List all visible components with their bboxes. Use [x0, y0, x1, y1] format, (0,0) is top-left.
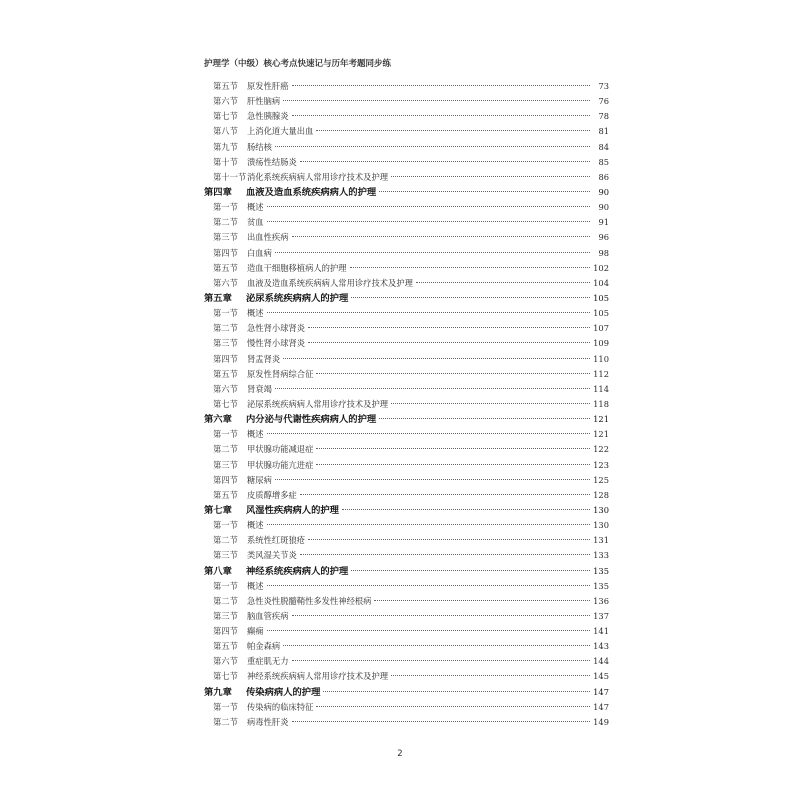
toc-entry-title: 肠结核: [247, 141, 272, 152]
toc-entry-number: 第七节: [213, 671, 238, 682]
dot-leader: [379, 191, 590, 192]
toc-entry-number: 第五章: [204, 292, 232, 304]
dot-leader: [267, 433, 590, 434]
toc-entry-number: 第六节: [213, 277, 238, 288]
toc-section-row: [204, 594, 609, 609]
toc-entry-page: 128: [593, 489, 609, 500]
toc-entry-page: 112: [593, 368, 609, 379]
toc-entry-title: 血液及造血系统疾病病人常用诊疗技术及护理: [247, 277, 413, 288]
toc-entry-number: 第五节: [213, 81, 238, 91]
toc-section-row: [204, 458, 609, 473]
dot-leader: [391, 403, 590, 404]
toc-chapter-row: [204, 685, 609, 700]
toc-entry-number: 第八章: [204, 565, 232, 577]
toc-entry-number: 第七节: [213, 111, 238, 122]
toc-entry-number: 第三节: [213, 232, 238, 243]
toc-entry-page: 96: [598, 232, 609, 243]
toc-section-row: [204, 518, 609, 533]
dot-leader: [292, 236, 591, 237]
toc-entry-title: 甲状腺功能减退症: [247, 444, 314, 455]
toc-entry-number: 第四节: [213, 247, 238, 258]
toc-entry-page: 73: [598, 81, 609, 91]
toc-chapter-row: [204, 503, 609, 518]
toc-entry-number: 第四节: [213, 353, 238, 364]
toc-entry-number: 第五节: [213, 641, 238, 652]
toc-entry-page: 141: [593, 626, 609, 637]
toc-entry-title: 传染病的临床特征: [247, 701, 314, 712]
toc-entry-number: 第十一节: [213, 171, 247, 182]
toc-entry-title: 出血性疾病: [247, 232, 289, 243]
dot-leader: [300, 554, 590, 555]
toc-entry-page: 102: [593, 262, 609, 273]
toc-entry-page: 147: [593, 686, 609, 697]
dot-leader: [391, 176, 590, 177]
toc-entry-page: 135: [593, 565, 609, 576]
toc-section-row: [204, 155, 609, 170]
toc-entry-page: 130: [593, 520, 609, 531]
toc-entry-number: 第十节: [213, 156, 238, 167]
dot-leader: [391, 675, 590, 676]
toc-entry-number: 第一节: [213, 202, 238, 213]
dot-leader: [316, 130, 590, 131]
dot-leader: [316, 448, 590, 449]
dot-leader: [292, 721, 591, 722]
toc-entry-page: 78: [598, 111, 609, 122]
toc-entry-title: 上消化道大量出血: [247, 126, 314, 137]
toc-entry-title: 急性炎性脱髓鞘性多发性神经根病: [247, 595, 372, 606]
toc-entry-title: 脑血管疾病: [247, 610, 289, 621]
toc-section-row: [204, 109, 609, 124]
toc-entry-number: 第二节: [213, 323, 238, 334]
toc-entry-number: 第六节: [213, 656, 238, 667]
dot-leader: [267, 312, 590, 313]
toc-entry-number: 第九章: [204, 686, 232, 698]
toc-entry-number: 第二节: [213, 217, 238, 228]
dot-leader: [292, 660, 591, 661]
toc-entry-number: 第四节: [213, 626, 238, 637]
toc-entry-page: 118: [593, 398, 609, 409]
toc-entry-title: 风湿性疾病病人的护理: [246, 504, 339, 516]
toc-entry-number: 第五节: [213, 262, 238, 273]
dot-leader: [316, 464, 590, 465]
toc-entry-title: 传染病病人的护理: [246, 686, 321, 698]
toc-chapter-row: [204, 291, 609, 306]
toc-entry-page: 131: [593, 535, 609, 546]
toc-section-row: [204, 548, 609, 563]
toc-entry-page: 130: [593, 504, 609, 515]
toc-section-row: [204, 442, 609, 457]
toc-entry-title: 泌尿系统疾病病人的护理: [246, 292, 349, 304]
toc-section-row: [204, 700, 609, 715]
dot-leader: [267, 585, 590, 586]
toc-chapter-row: [204, 185, 609, 200]
toc-entry-title: 慢性肾小球肾炎: [247, 338, 306, 349]
toc-section-row: [204, 397, 609, 412]
toc-entry-page: 105: [593, 292, 609, 303]
toc-entry-page: 137: [593, 610, 609, 621]
toc-entry-number: 第四章: [204, 186, 232, 198]
toc-entry-title: 病毒性肝炎: [247, 716, 289, 727]
toc-section-row: [204, 382, 609, 397]
toc-entry-page: 104: [593, 277, 609, 288]
toc-entry-number: 第八节: [213, 126, 238, 137]
toc-entry-title: 概述: [247, 520, 264, 531]
dot-leader: [342, 509, 590, 510]
toc-entry-page: 144: [593, 656, 609, 667]
toc-entry-page: 90: [598, 202, 609, 213]
toc-entry-title: 肾衰竭: [247, 383, 272, 394]
toc-entry-number: 第三节: [213, 610, 238, 621]
toc-section-row: [204, 124, 609, 139]
toc-section-row: [204, 79, 609, 94]
toc-section-row: [204, 246, 609, 261]
toc-entry-title: 甲状腺功能亢进症: [247, 459, 314, 470]
toc-entry-page: 147: [593, 701, 609, 712]
toc-entry-title: 造血干细胞移植病人的护理: [247, 262, 347, 273]
toc-section-row: [204, 215, 609, 230]
toc-entry-number: 第七节: [213, 398, 238, 409]
toc-chapter-row: [204, 564, 609, 579]
toc-section-row: [204, 352, 609, 367]
dot-leader: [374, 600, 590, 601]
toc-section-row: [204, 669, 609, 684]
toc-section-row: [204, 94, 609, 109]
toc-entry-title: 概述: [247, 308, 264, 319]
dot-leader: [350, 267, 590, 268]
toc-entry-title: 肝性脑病: [247, 96, 281, 107]
dot-leader: [416, 282, 590, 283]
dot-leader: [292, 85, 591, 86]
toc-entry-page: 107: [593, 323, 609, 334]
table-of-contents: [204, 79, 609, 730]
dot-leader: [292, 115, 591, 116]
toc-entry-number: 第六节: [213, 383, 238, 394]
dot-leader: [283, 100, 590, 101]
toc-entry-title: 癫痫: [247, 626, 264, 637]
dot-leader: [308, 342, 590, 343]
toc-entry-page: 123: [593, 459, 609, 470]
toc-entry-title: 溃疡性结肠炎: [247, 156, 297, 167]
toc-entry-title: 贫血: [247, 217, 264, 228]
toc-entry-title: 内分泌与代谢性疾病病人的护理: [246, 414, 377, 426]
dot-leader: [267, 630, 590, 631]
toc-entry-title: 重症肌无力: [247, 656, 289, 667]
toc-section-row: [204, 321, 609, 336]
toc-entry-page: 145: [593, 671, 609, 682]
toc-entry-title: 神经系统疾病病人常用诊疗技术及护理: [247, 671, 389, 682]
toc-entry-title: 帕金森病: [247, 641, 281, 652]
toc-section-row: [204, 473, 609, 488]
toc-entry-page: 105: [593, 308, 609, 319]
toc-entry-number: 第九节: [213, 141, 238, 152]
toc-entry-page: 143: [593, 641, 609, 652]
toc-entry-title: 肾盂肾炎: [247, 353, 281, 364]
toc-section-row: [204, 367, 609, 382]
dot-leader: [267, 524, 590, 525]
toc-section-row: [204, 533, 609, 548]
toc-section-row: [204, 488, 609, 503]
toc-section-row: [204, 639, 609, 654]
toc-entry-page: 90: [598, 186, 609, 197]
toc-entry-title: 概述: [247, 429, 264, 440]
dot-leader: [300, 494, 590, 495]
toc-entry-title: 神经系统疾病病人的护理: [246, 565, 349, 577]
toc-entry-title: 类风湿关节炎: [247, 550, 297, 561]
toc-entry-number: 第七章: [204, 504, 232, 516]
toc-entry-number: 第一节: [213, 429, 238, 440]
toc-entry-title: 血液及造血系统疾病病人的护理: [246, 186, 377, 198]
toc-section-row: [204, 624, 609, 639]
toc-section-row: [204, 230, 609, 245]
dot-leader: [283, 645, 590, 646]
toc-entry-page: 114: [593, 383, 609, 394]
toc-entry-page: 84: [598, 141, 609, 152]
toc-entry-page: 91: [598, 217, 609, 228]
toc-entry-page: 110: [593, 353, 609, 364]
toc-section-row: [204, 579, 609, 594]
dot-leader: [351, 570, 590, 571]
toc-entry-title: 白血病: [247, 247, 272, 258]
toc-entry-number: 第四节: [213, 474, 238, 485]
toc-section-row: [204, 654, 609, 669]
toc-section-row: [204, 336, 609, 351]
toc-chapter-row: [204, 412, 609, 427]
toc-entry-title: 原发性肾病综合征: [247, 368, 314, 379]
toc-entry-number: 第二节: [213, 444, 238, 455]
toc-entry-page: 81: [598, 126, 609, 137]
dot-leader: [275, 146, 590, 147]
page-number: 2: [397, 749, 403, 759]
toc-entry-number: 第三节: [213, 338, 238, 349]
toc-entry-page: 109: [593, 338, 609, 349]
toc-entry-page: 121: [593, 414, 609, 425]
dot-leader: [283, 358, 590, 359]
toc-section-row: [204, 715, 609, 730]
dot-leader: [316, 706, 590, 707]
toc-entry-page: 98: [598, 247, 609, 258]
toc-entry-title: 系统性红斑狼疮: [247, 535, 306, 546]
toc-section-row: [204, 261, 609, 276]
dot-leader: [316, 373, 590, 374]
toc-entry-number: 第六章: [204, 414, 232, 426]
dot-leader: [308, 539, 590, 540]
toc-entry-title: 皮质醇增多症: [247, 489, 297, 500]
dot-leader: [292, 615, 591, 616]
dot-leader: [308, 327, 590, 328]
toc-section-row: [204, 609, 609, 624]
toc-entry-title: 泌尿系统疾病病人常用诊疗技术及护理: [247, 398, 389, 409]
toc-entry-number: 第三节: [213, 459, 238, 470]
toc-section-row: [204, 427, 609, 442]
toc-section-row: [204, 170, 609, 185]
toc-entry-page: 133: [593, 550, 609, 561]
toc-entry-number: 第五节: [213, 489, 238, 500]
toc-entry-number: 第二节: [213, 595, 238, 606]
dot-leader: [323, 691, 590, 692]
toc-entry-title: 消化系统疾病病人常用诊疗技术及护理: [247, 171, 389, 182]
toc-entry-number: 第五节: [213, 368, 238, 379]
toc-entry-title: 糖尿病: [247, 474, 272, 485]
toc-entry-page: 121: [593, 429, 609, 440]
toc-entry-number: 第二节: [213, 716, 238, 727]
toc-entry-title: 急性胰腺炎: [247, 111, 289, 122]
toc-entry-title: 概述: [247, 580, 264, 591]
toc-entry-page: 125: [593, 474, 609, 485]
toc-entry-number: 第一节: [213, 701, 238, 712]
toc-entry-page: 86: [598, 171, 609, 182]
toc-entry-page: 149: [593, 716, 609, 727]
toc-section-row: [204, 140, 609, 155]
toc-entry-number: 第二节: [213, 535, 238, 546]
toc-entry-title: 原发性肝癌: [247, 81, 289, 91]
toc-entry-number: 第一节: [213, 520, 238, 531]
toc-entry-title: 急性肾小球肾炎: [247, 323, 306, 334]
toc-section-row: [204, 306, 609, 321]
dot-leader: [275, 388, 590, 389]
dot-leader: [267, 221, 590, 222]
toc-entry-page: 122: [593, 444, 609, 455]
toc-entry-page: 136: [593, 595, 609, 606]
toc-entry-page: 76: [598, 96, 609, 107]
toc-entry-number: 第一节: [213, 580, 238, 591]
dot-leader: [379, 418, 590, 419]
dot-leader: [267, 206, 590, 207]
dot-leader: [275, 479, 590, 480]
toc-section-row: [204, 276, 609, 291]
toc-entry-number: 第六节: [213, 96, 238, 107]
dot-leader: [300, 161, 590, 162]
toc-entry-number: 第一节: [213, 308, 238, 319]
toc-section-row: [204, 200, 609, 215]
running-header: 护理学（中级）核心考点快速记与历年考题同步练: [204, 59, 392, 69]
toc-entry-title: 概述: [247, 202, 264, 213]
toc-entry-page: 135: [593, 580, 609, 591]
dot-leader: [275, 252, 590, 253]
toc-entry-page: 85: [598, 156, 609, 167]
dot-leader: [351, 297, 590, 298]
toc-entry-number: 第三节: [213, 550, 238, 561]
